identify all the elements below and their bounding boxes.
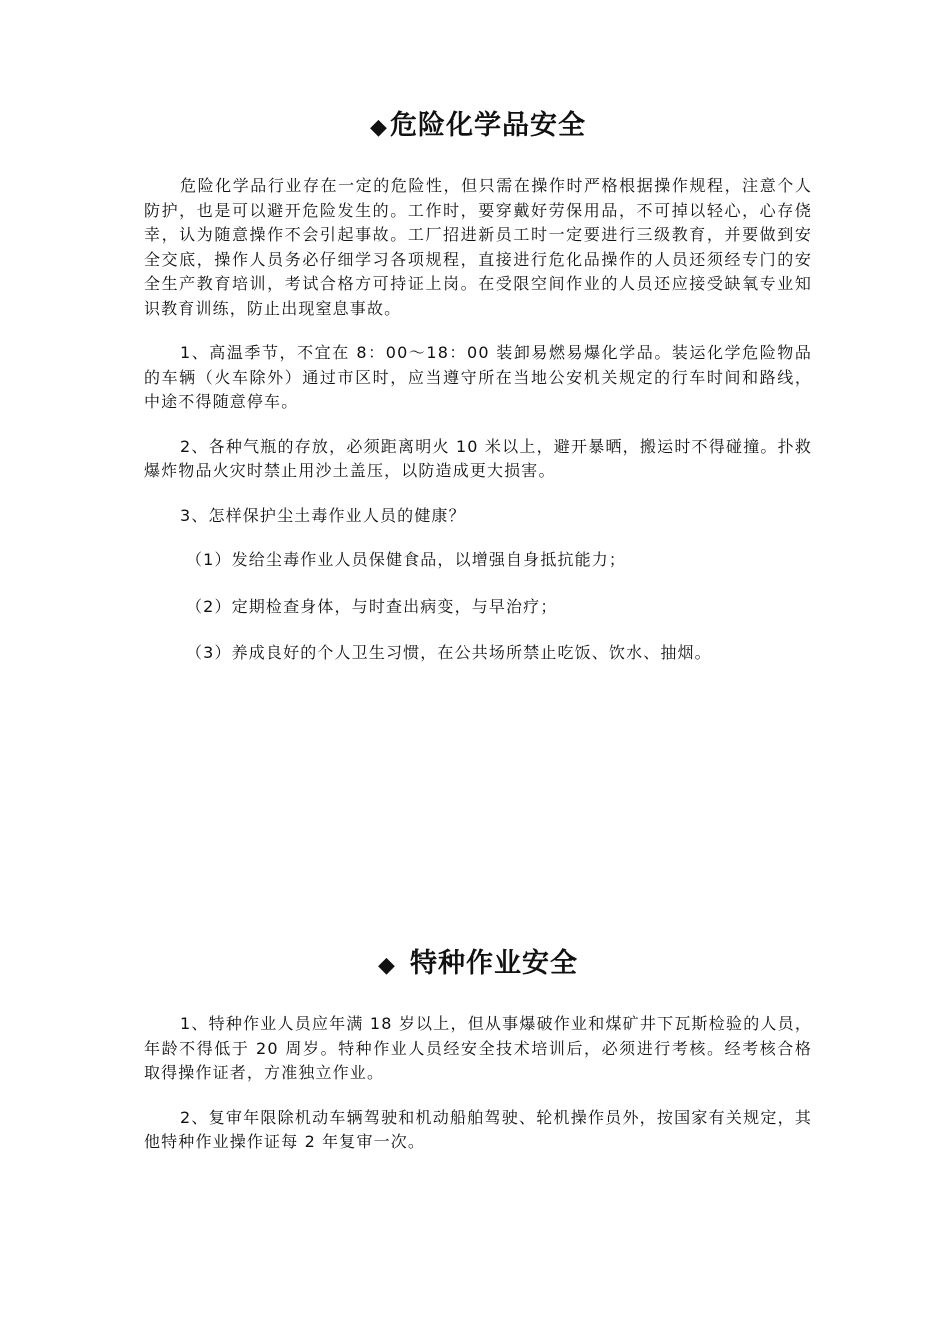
rule-paragraph: 3、怎样保护尘土毒作业人员的健康？ <box>180 505 466 525</box>
sub-list-item: （3）养成良好的个人卫生习惯，在公共场所禁止吃饭、饮水、抽烟。 <box>186 643 712 662</box>
section-title: 特种作业安全 <box>409 948 578 979</box>
intro-paragraph: 危险化学品行业存在一定的危险性，但只需在操作时严格根据操作规程，注意个人防护，也是可以避开危险发生的。工作时，要穿戴好劳保用品，不可掉以轻心，心存侥幸，认为随意操作不会引起事故。工厂招进新员工时一定要进行三级教育，并要做到安全交底，操作人员务必仔细学习各项规程，直接进行危化品操作的人员还须经专门的安全生产教育培训，考试合格方可持证上岗。在受限空间作业的人员还应接受缺氧专业知识教育训练，防止出现窒息事故。 <box>144 176 812 318</box>
sub-list-item: （1）发给尘毒作业人员保健食品，以增强自身抵抗能力； <box>186 550 627 569</box>
diamond-bullet-icon: ◆ <box>370 115 388 140</box>
section-heading <box>144 946 812 984</box>
rule-paragraph: 2、各种气瓶的存放，必须距离明火 10 米以上，避开暴晒，搬运时不得碰撞。扑救爆炸物品火灾时禁止用沙土盖压，以防造成更大损害。 <box>144 436 812 480</box>
rule-paragraph: 2、复审年限除机动车辆驾驶和机动船舶驾驶、轮机操作员外，按国家有关规定，其他特种作业操作证每 2 年复审一次。 <box>144 1107 812 1151</box>
sub-list-item: （2）定期检查身体，与时查出病变，与早治疗； <box>186 596 558 616</box>
diamond-bullet-icon: ◆ <box>378 953 396 978</box>
section-special-operations <box>144 946 812 1175</box>
rule-paragraph: 1、高温季节，不宜在 8：00～18：00 装卸易燃易爆化学品。装运化学危险物品的车辆（火车除外）通过市区时，应当遵守所在当地公安机关规定的行车时间和路线，中途不得随意停车。 <box>144 343 812 411</box>
section-title: 危险化学品安全 <box>389 110 586 141</box>
rule-paragraph: 1、特种作业人员应年满 18 岁以上，但从事爆破作业和煤矿井下瓦斯检验的人员，年龄不得低于 20 周岁。特种作业人员经安全技术培训后，必须进行考核。经考核合格取得操作证者，方准独立作业。 <box>144 1014 812 1082</box>
section-hazardous-chemicals <box>144 108 812 666</box>
section-heading <box>144 108 812 146</box>
